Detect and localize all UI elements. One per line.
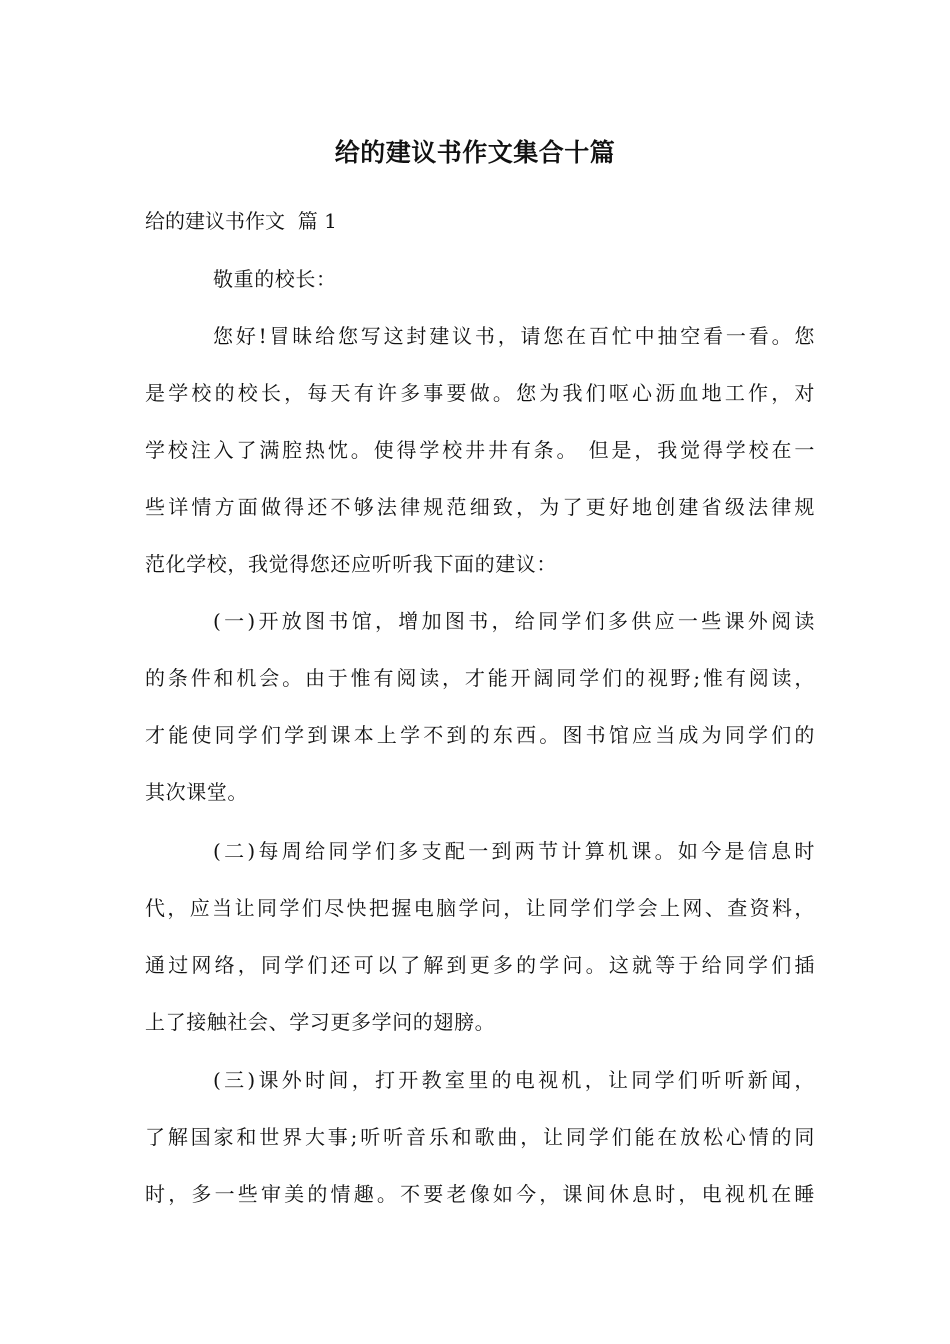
paragraph-line: (一)开放图书馆，增加图书，给同学们多供应一些课外阅读 bbox=[213, 609, 815, 633]
paragraph-line: 才能使同学们学到课本上学不到的东西。图书馆应当成为同学们的 bbox=[145, 723, 815, 747]
paragraph-line: 其次课堂。 bbox=[145, 780, 248, 804]
paragraph-line: 的条件和机会。由于惟有阅读，才能开阔同学们的视野;惟有阅读， bbox=[145, 666, 815, 690]
paragraph-line: 些详情方面做得还不够法律规范细致，为了更好地创建省级法律规 bbox=[145, 495, 815, 519]
paragraph-line: 学校注入了满腔热忱。使得学校井井有条。 但是，我觉得学校在一 bbox=[145, 438, 815, 462]
paragraph-line: 是学校的校长，每天有许多事要做。您为我们呕心沥血地工作，对 bbox=[145, 381, 815, 405]
paragraph-line: (二)每周给同学们多支配一到两节计算机课。如今是信息时 bbox=[213, 839, 815, 863]
paragraph-line: 代，应当让同学们尽快把握电脑学问，让同学们学会上网、查资料， bbox=[145, 896, 815, 920]
paragraph-line: 上了接触社会、学习更多学问的翅膀。 bbox=[145, 1010, 496, 1034]
paragraph-line: 范化学校，我觉得您还应听听我下面的建议： bbox=[145, 552, 557, 576]
section-heading: 给的建议书作文 篇 1 bbox=[145, 209, 337, 233]
paragraph-line: 通过网络，同学们还可以了解到更多的学问。这就等于给同学们插 bbox=[145, 953, 815, 977]
paragraph-line: 您好!冒昧给您写这封建议书，请您在百忙中抽空看一看。您 bbox=[213, 324, 815, 348]
document-title: 给的建议书作文集合十篇 bbox=[334, 138, 616, 167]
paragraph-line: (三)课外时间，打开教室里的电视机，让同学们听听新闻， bbox=[213, 1068, 815, 1092]
paragraph-line: 了解国家和世界大事;听听音乐和歌曲，让同学们能在放松心情的同 bbox=[145, 1125, 815, 1149]
paragraph-line: 时，多一些审美的情趣。不要老像如今，课间休息时，电视机在睡 bbox=[145, 1182, 815, 1206]
salutation: 敬重的校长： bbox=[213, 267, 337, 291]
